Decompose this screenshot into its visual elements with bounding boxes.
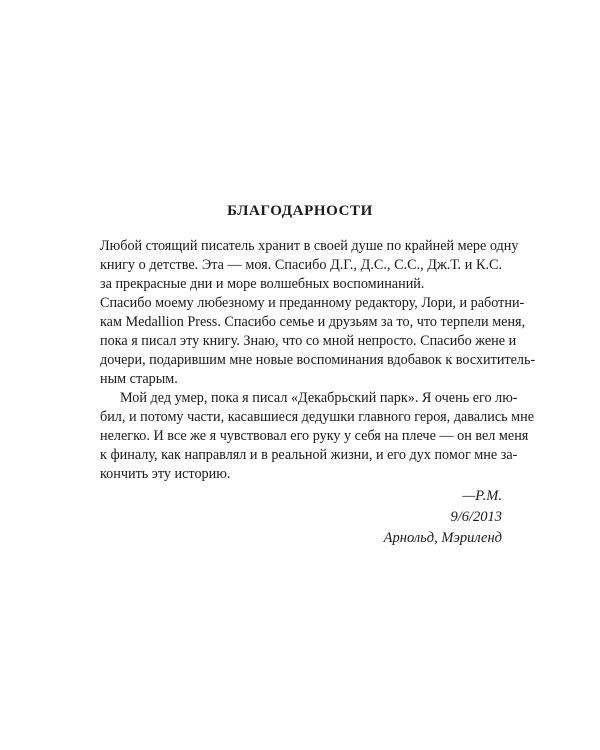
paragraph-1-line-3: за прекрасные дни и море волшебных воспоминаний. bbox=[100, 276, 425, 292]
paragraph-2-line-1: Спасибо моему любезному и преданному редактору, Лори, и работни- bbox=[100, 295, 525, 311]
paragraph-2-line-4: дочери, подарившим мне новые воспоминания вдобавок к восхититель- bbox=[100, 352, 536, 368]
signature-place: Арнольд, Мэриленд bbox=[383, 530, 502, 546]
paragraph-3-line-2: бил, и потому части, касавшиеся дедушки главного героя, давались мне bbox=[100, 409, 535, 425]
signature-date: 9/6/2013 bbox=[450, 509, 502, 525]
paragraph-3-line-5: кончить эту историю. bbox=[100, 466, 231, 482]
paragraph-2-line-5: ным старым. bbox=[100, 371, 178, 387]
signature-author: —Р.М. bbox=[462, 488, 502, 504]
paragraph-3-line-3: нелегко. И все же я чувствовал его руку у себя на плече — он вел меня bbox=[100, 428, 529, 444]
paragraph-3-line-4: к финалу, как направлял и в реальной жизни, и его дух помог мне за- bbox=[100, 447, 518, 463]
paragraph-1-line-2: книгу о детстве. Эта — моя. Спасибо Д.Г., Д.С., С.С., Дж.Т. и К.С. bbox=[100, 257, 502, 273]
paragraph-2-line-3: пока я писал эту книгу. Знаю, что со мной непросто. Спасибо жене и bbox=[100, 333, 517, 349]
page-title: БЛАГОДАРНОСТИ bbox=[227, 203, 373, 219]
paragraph-2-line-2: кам Medallion Press. Спасибо семье и друзьям за то, что терпели меня, bbox=[100, 314, 526, 330]
paragraph-1-line-1: Любой стоящий писатель хранит в своей душе по крайней мере одну bbox=[100, 238, 519, 254]
paragraph-3-line-1: Мой дед умер, пока я писал «Декабрьский парк». Я очень его лю- bbox=[120, 390, 518, 406]
